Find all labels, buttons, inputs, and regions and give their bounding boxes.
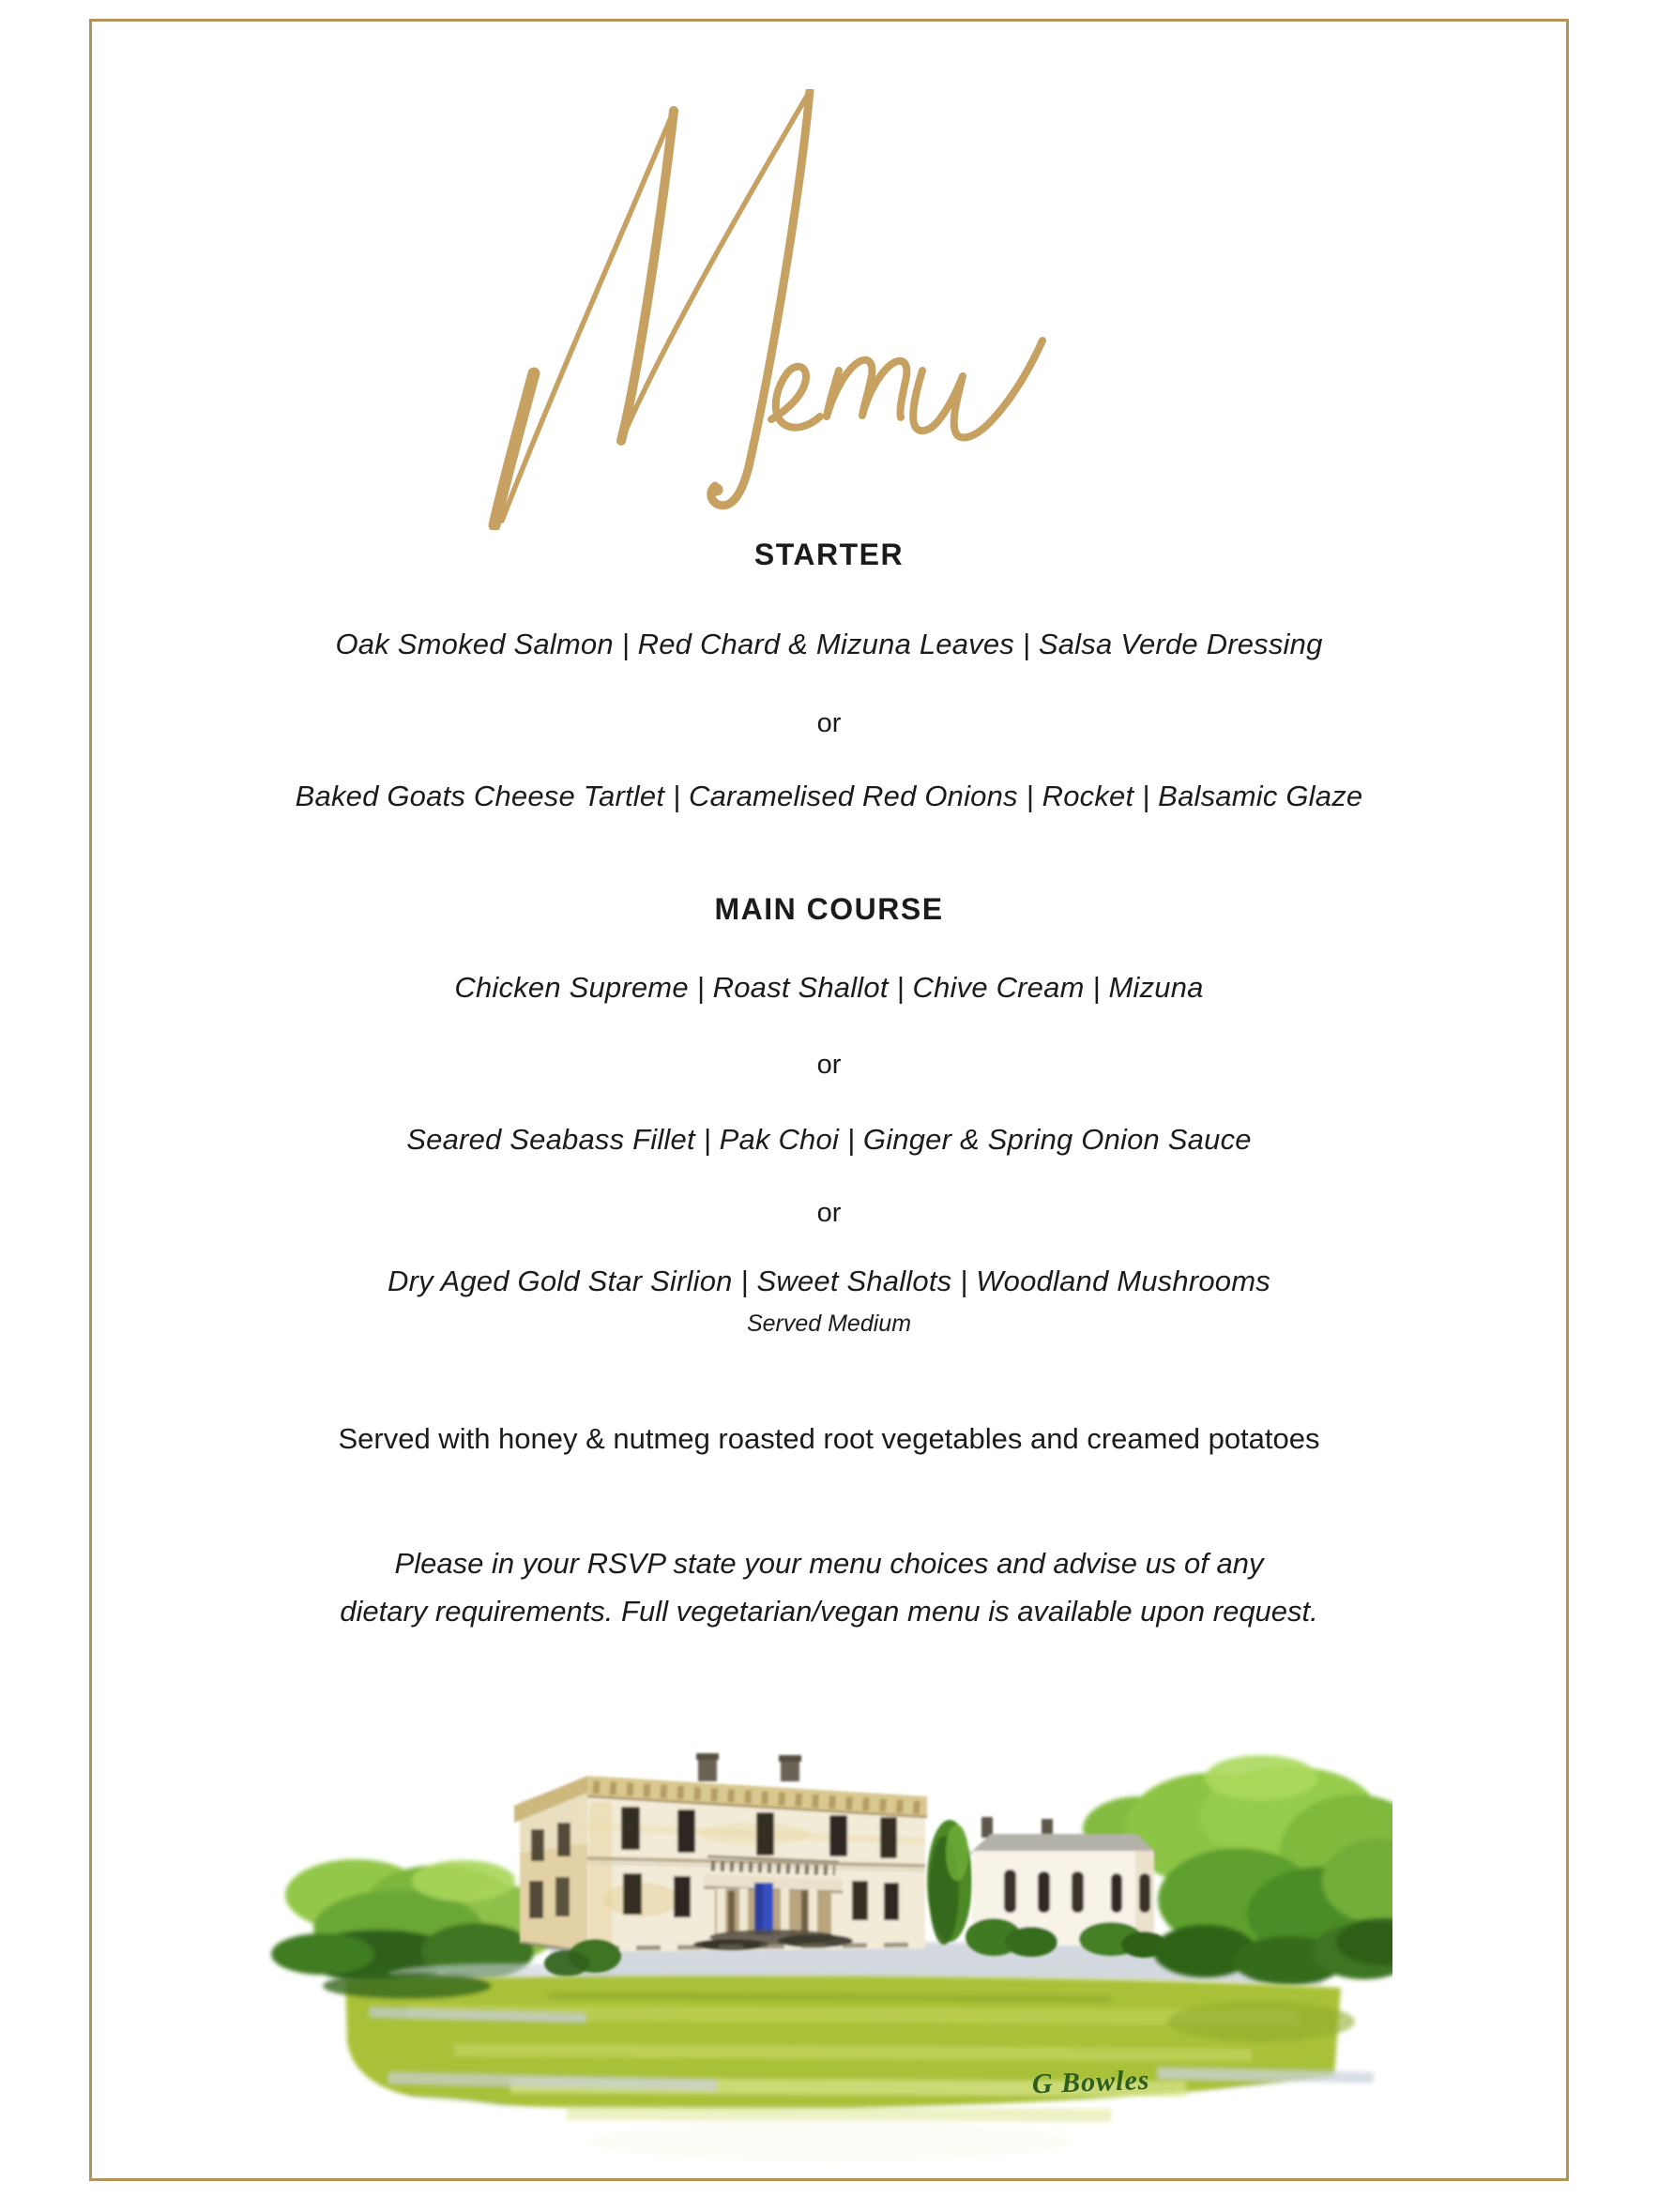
script-stroke xyxy=(621,111,674,441)
script-stroke xyxy=(711,91,810,506)
starter-option-2: Baked Goats Cheese Tartlet | Caramelised Red Onions | Rocket | Balsamic Glaze xyxy=(295,780,1363,812)
rsvp-note xyxy=(0,1539,1658,1635)
main-course-heading: MAIN COURSE xyxy=(714,892,944,926)
starter-option-1: Oak Smoked Salmon | Red Chard & Mizuna Leaves | Salsa Verde Dressing xyxy=(335,628,1323,660)
rsvp-line-2: dietary requirements. Full vegetarian/vegan menu is available upon request. xyxy=(340,1595,1318,1628)
starter-heading: STARTER xyxy=(753,538,905,571)
or-separator: or xyxy=(816,1050,842,1080)
main-house xyxy=(514,1753,927,1977)
or-separator: or xyxy=(816,708,842,738)
menu-script-title xyxy=(474,89,1056,530)
artist-signature: G Bowles xyxy=(1031,2064,1150,2100)
or-separator: or xyxy=(816,1198,842,1228)
main-option-2: Seared Seabass Fillet | Pak Choi | Ginger & Spring Onion Sauce xyxy=(406,1123,1252,1156)
cypress-tree xyxy=(927,1820,972,1945)
main-option-3: Dry Aged Gold Star Sirlion | Sweet Shallots | Woodland Mushrooms xyxy=(388,1265,1270,1297)
script-terminal-dot xyxy=(711,484,723,496)
script-stroke xyxy=(827,360,906,417)
rsvp-line-1: Please in your RSVP state your menu choices and advise us of any xyxy=(394,1547,1264,1580)
script-stroke xyxy=(771,367,820,428)
lawn xyxy=(266,1973,1392,2172)
country-house-painting xyxy=(266,1740,1392,2172)
sides-note: Served with honey & nutmeg roasted root vegetables and creamed potatoes xyxy=(338,1422,1320,1455)
right-wing xyxy=(966,1817,1166,1958)
script-stroke xyxy=(913,341,1042,437)
main-option-3-note: Served Medium xyxy=(746,1311,912,1337)
page-title xyxy=(0,0,1,1)
main-option-1: Chicken Supreme | Roast Shallot | Chive Cream | Mizuna xyxy=(454,971,1204,1004)
